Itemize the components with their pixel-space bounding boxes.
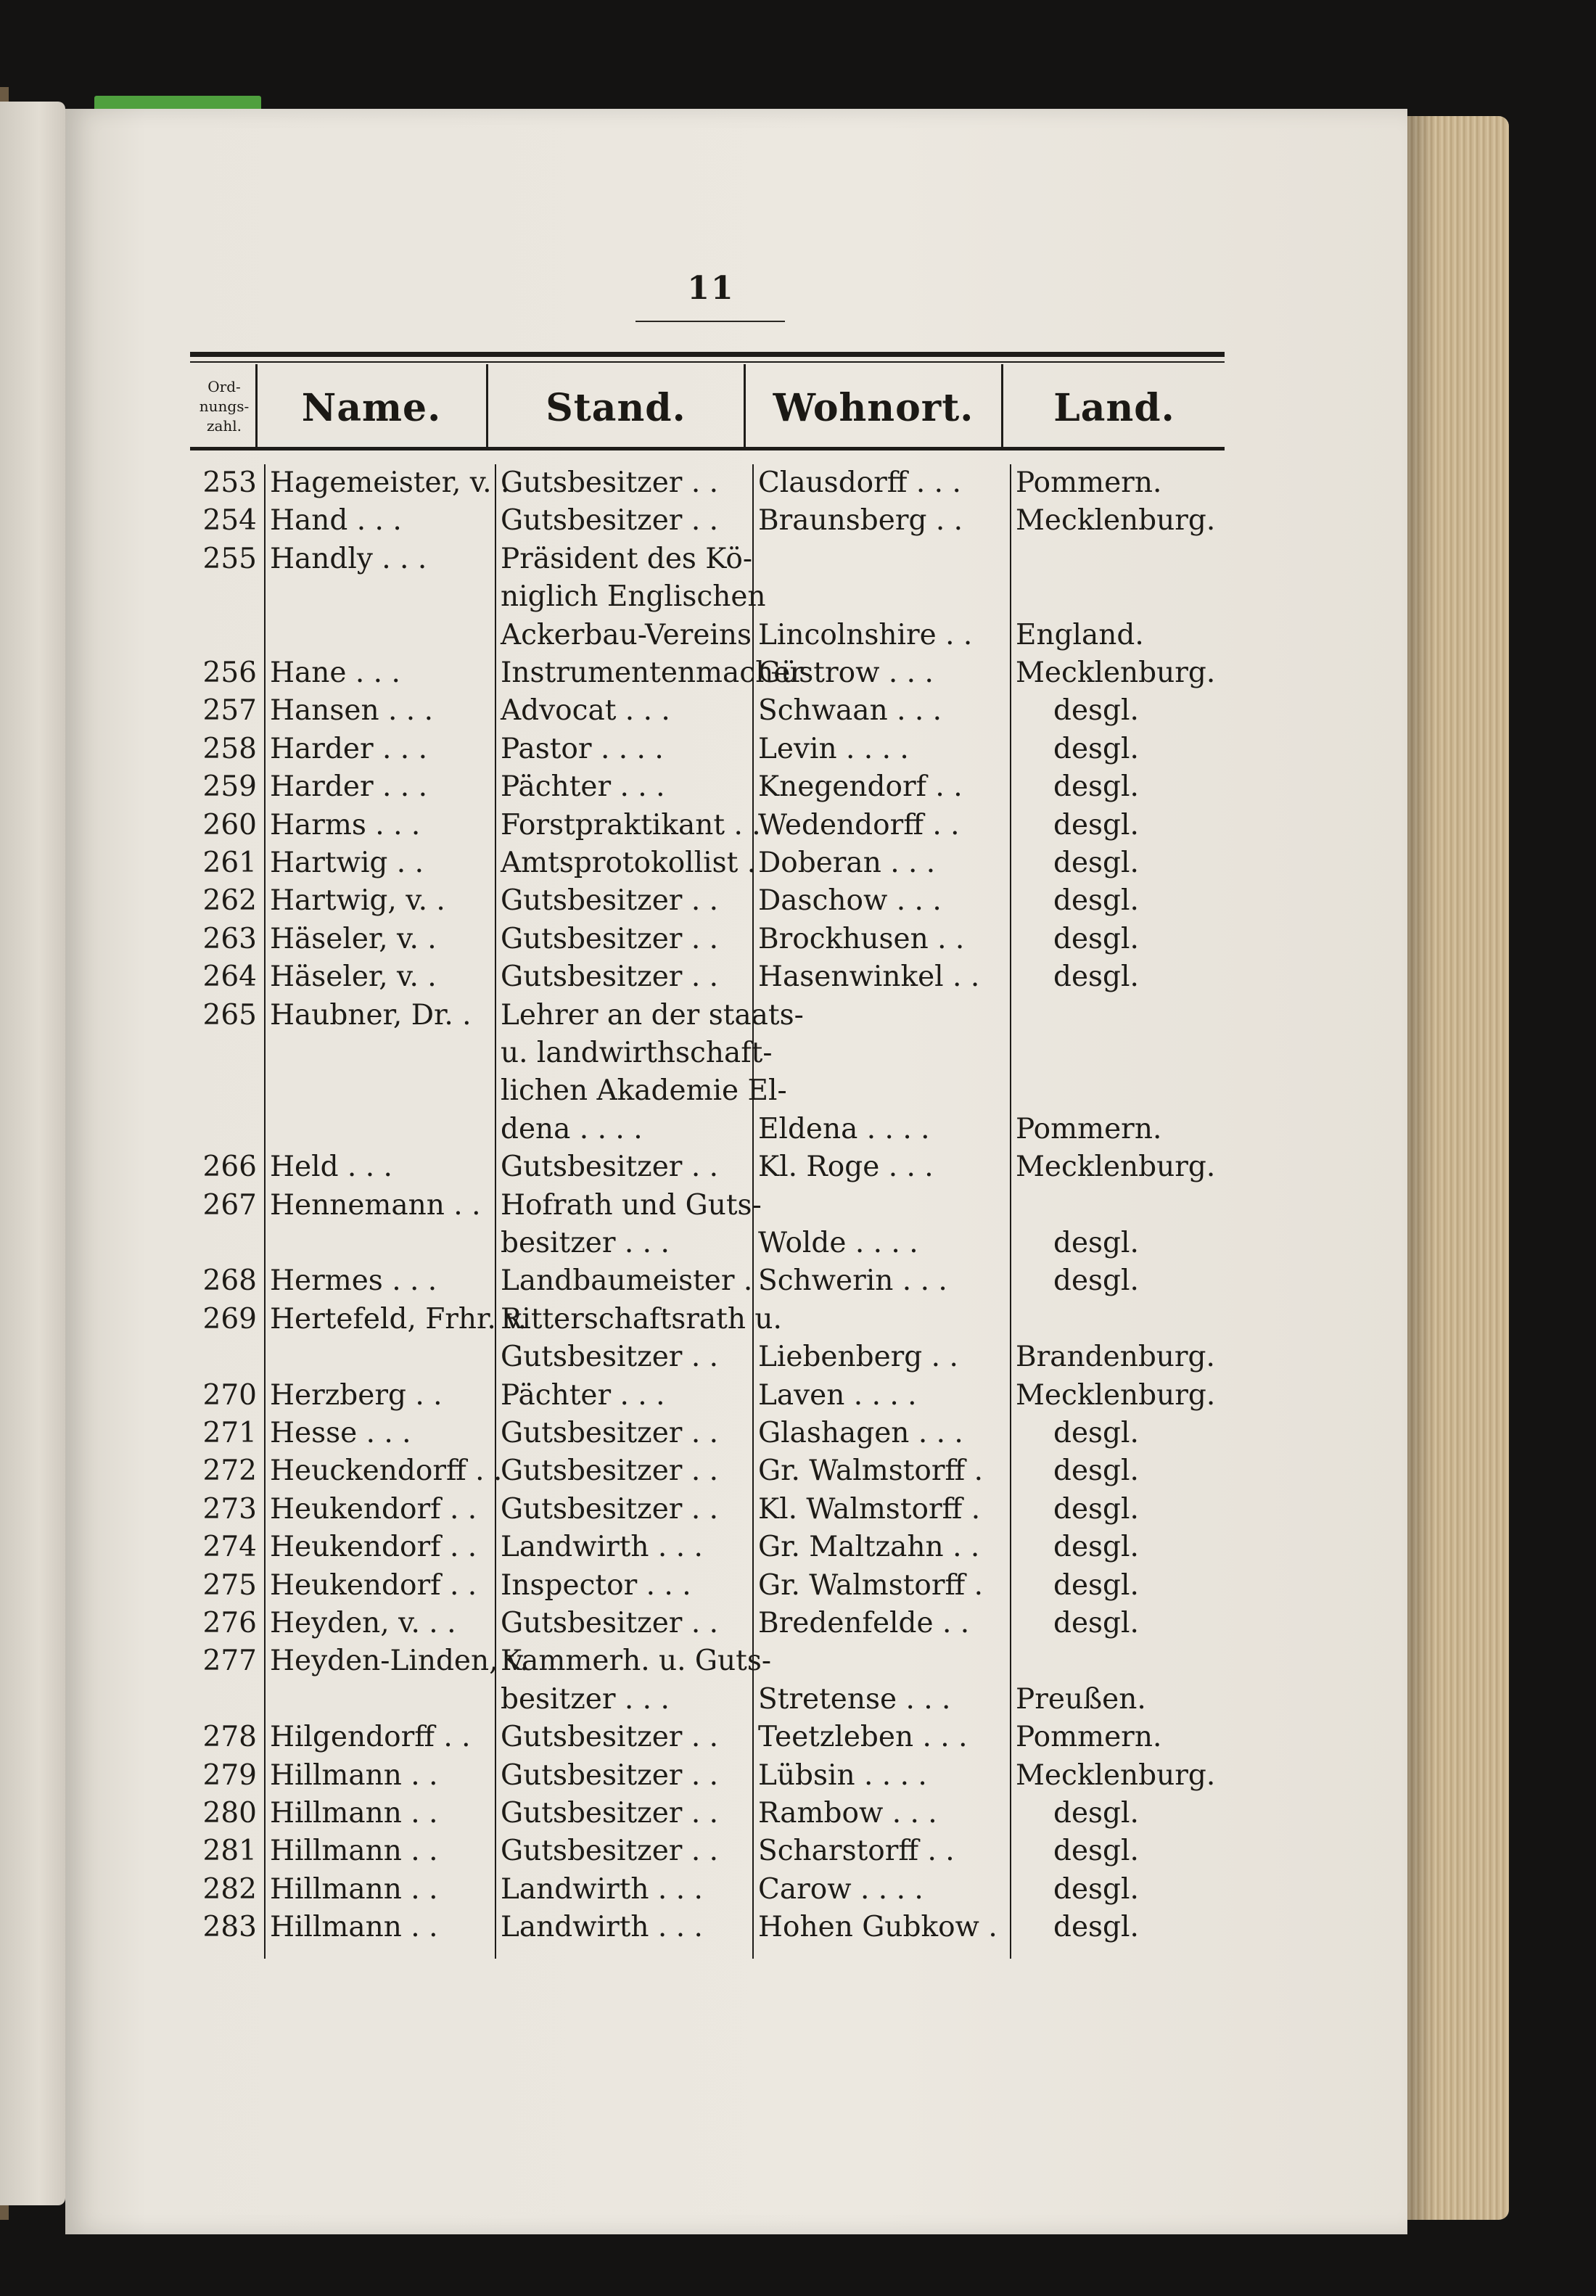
- row-name: Hillmann . .: [270, 1758, 438, 1792]
- table-row: [0, 1377, 1342, 1415]
- table-row: [0, 502, 1342, 540]
- row-stand: Amtsprotokollist .: [501, 847, 757, 879]
- row-stand: besitzer . . .: [501, 1227, 670, 1259]
- row-number: 253: [202, 466, 257, 499]
- row-wohnort: [758, 997, 1006, 1034]
- table-top-rule-thin: [190, 361, 1225, 363]
- row-land: Pommern.: [1016, 1721, 1162, 1754]
- row-number: [190, 578, 257, 616]
- table-row: [0, 997, 1342, 1034]
- row-land: Mecklenburg.: [1016, 1378, 1216, 1412]
- row-number: 258: [202, 732, 257, 765]
- row-name: Hilgendorff . .: [270, 1721, 471, 1754]
- row-name: [270, 1225, 491, 1262]
- row-number: 271: [202, 1417, 257, 1449]
- row-stand: Forstpraktikant . .: [501, 808, 761, 842]
- table-row: [0, 1111, 1342, 1148]
- table-row: [0, 1567, 1342, 1605]
- row-wohnort: [758, 1642, 1006, 1680]
- table-row: [0, 1187, 1342, 1225]
- row-wohnort: Güstrow . . .: [758, 657, 934, 689]
- table-row: [0, 1225, 1342, 1262]
- row-land: desgl.: [1053, 1417, 1139, 1449]
- row-land: [1016, 1034, 1226, 1072]
- row-number: 255: [202, 542, 257, 575]
- row-land: [1016, 1301, 1226, 1338]
- row-land: desgl.: [1053, 1797, 1139, 1830]
- row-number: 264: [202, 960, 257, 994]
- table-row: [0, 844, 1342, 882]
- row-stand: Gutsbesitzer . .: [501, 1151, 719, 1184]
- row-name: [270, 1111, 491, 1148]
- row-name: Handly . . .: [270, 542, 427, 575]
- row-name: [270, 1681, 491, 1719]
- row-number: [190, 1034, 257, 1072]
- row-stand: Gutsbesitzer . .: [501, 1797, 719, 1830]
- row-name: [270, 1072, 491, 1110]
- row-wohnort: Schwaan . . .: [758, 694, 942, 728]
- row-wohnort: Wolde . . . .: [758, 1227, 918, 1259]
- row-number: 263: [202, 922, 257, 955]
- table-row: [0, 1832, 1342, 1870]
- table-row: [0, 1452, 1342, 1490]
- table-row: [0, 1491, 1342, 1528]
- table-row: [0, 1301, 1342, 1338]
- row-name: Harder . . .: [270, 770, 427, 804]
- row-number: 256: [202, 657, 257, 689]
- row-number: [190, 1111, 257, 1148]
- row-land: desgl.: [1053, 1835, 1139, 1868]
- row-number: 270: [202, 1378, 257, 1412]
- page-number: 11: [687, 270, 735, 307]
- row-name: Heukendorf . .: [270, 1531, 477, 1564]
- row-land: desgl.: [1053, 694, 1139, 728]
- row-land: [1016, 997, 1226, 1034]
- row-land: desgl.: [1053, 1911, 1139, 1944]
- row-land: desgl.: [1053, 1454, 1139, 1488]
- row-land: desgl.: [1053, 847, 1139, 879]
- table-row: [0, 1528, 1342, 1566]
- header-divider: [255, 364, 258, 447]
- row-wohnort: Bredenfelde . .: [758, 1607, 970, 1639]
- row-stand: Pastor . . . .: [501, 732, 664, 765]
- row-name: [270, 617, 491, 654]
- row-number: [190, 1225, 257, 1262]
- header-land: Land.: [1053, 385, 1175, 430]
- table-row: [0, 1148, 1342, 1186]
- table-row: [0, 692, 1342, 730]
- row-land: desgl.: [1053, 1531, 1139, 1564]
- row-wohnort: [758, 1072, 1006, 1110]
- table-row: [0, 882, 1342, 920]
- row-stand: Gutsbesitzer . .: [501, 1607, 719, 1639]
- row-name: Harder . . .: [270, 732, 427, 765]
- row-land: desgl.: [1053, 1872, 1139, 1906]
- row-name: Harms . . .: [270, 808, 421, 842]
- header-stand: Stand.: [546, 385, 686, 430]
- row-stand: Gutsbesitzer . .: [501, 1835, 719, 1868]
- row-number: 261: [202, 847, 257, 879]
- row-stand: Gutsbesitzer . .: [501, 922, 719, 955]
- header-wohnort: Wohnort.: [773, 385, 974, 430]
- table-row: [0, 768, 1342, 806]
- row-name: Hand . . .: [270, 504, 402, 538]
- header-ordnungszahl-line: zahl.: [206, 417, 242, 435]
- row-land: [1016, 1187, 1226, 1225]
- row-name: Hillmann . .: [270, 1911, 438, 1944]
- row-wohnort: Teetzleben . . .: [758, 1721, 968, 1754]
- row-name: Held . . .: [270, 1151, 392, 1184]
- row-land: desgl.: [1053, 884, 1139, 918]
- row-stand: Lehrer an der staats-: [501, 998, 804, 1032]
- row-number: [190, 1072, 257, 1110]
- row-number: 283: [202, 1911, 257, 1944]
- row-stand: Ackerbau-Vereins: [501, 618, 752, 651]
- row-land: Mecklenburg.: [1016, 1758, 1216, 1792]
- row-wohnort: Eldena . . . .: [758, 1112, 930, 1145]
- row-number: 277: [202, 1645, 257, 1678]
- row-wohnort: Hasenwinkel . .: [758, 960, 980, 994]
- row-land: desgl.: [1053, 1568, 1139, 1602]
- row-stand: Landbaumeister .: [501, 1264, 753, 1298]
- table-row: [0, 921, 1342, 958]
- row-number: 268: [202, 1264, 257, 1298]
- row-wohnort: Daschow . . .: [758, 884, 942, 918]
- row-number: 273: [202, 1492, 257, 1526]
- row-number: [190, 617, 257, 654]
- page-number-rule: [635, 321, 785, 322]
- row-wohnort: Brockhusen . .: [758, 922, 965, 955]
- table-row: [0, 1795, 1342, 1832]
- row-stand: Gutsbesitzer . .: [501, 1758, 719, 1792]
- row-stand: Gutsbesitzer . .: [501, 1417, 719, 1449]
- row-wohnort: Gr. Walmstorff .: [758, 1454, 984, 1488]
- row-number: 259: [202, 770, 257, 804]
- table-row: [0, 540, 1342, 578]
- table-row: [0, 807, 1342, 844]
- row-wohnort: [758, 1301, 1006, 1338]
- table-row: [0, 958, 1342, 996]
- row-stand: u. landwirthschaft-: [501, 1037, 773, 1069]
- row-name: Heyden-Linden, v.: [270, 1645, 529, 1678]
- row-name: Heukendorf . .: [270, 1492, 477, 1526]
- row-wohnort: Lübsin . . . .: [758, 1758, 927, 1792]
- row-stand: Hofrath und Guts-: [501, 1188, 762, 1222]
- row-wohnort: [758, 540, 1006, 578]
- row-wohnort: Kl. Roge . . .: [758, 1151, 934, 1184]
- row-stand: Gutsbesitzer . .: [501, 466, 719, 499]
- row-wohnort: [758, 1034, 1006, 1072]
- row-stand: Gutsbesitzer . .: [501, 1721, 719, 1754]
- row-number: 282: [202, 1872, 257, 1906]
- table-row: [0, 1338, 1342, 1376]
- row-number: [190, 1681, 257, 1719]
- row-number: 280: [202, 1797, 257, 1830]
- row-wohnort: [758, 578, 1006, 616]
- table-row: [0, 1034, 1342, 1072]
- row-land: Pommern.: [1016, 466, 1162, 499]
- row-land: desgl.: [1053, 732, 1139, 765]
- row-land: desgl.: [1053, 1492, 1139, 1526]
- row-land: desgl.: [1053, 808, 1139, 842]
- table-row: [0, 1871, 1342, 1909]
- row-land: [1016, 540, 1226, 578]
- header-divider: [486, 364, 488, 447]
- header-divider: [1001, 364, 1003, 447]
- row-number: 267: [202, 1188, 257, 1222]
- row-name: Hartwig, v. .: [270, 884, 445, 918]
- row-number: 265: [202, 998, 257, 1032]
- row-stand: lichen Akademie El-: [501, 1074, 787, 1108]
- row-stand: Gutsbesitzer . .: [501, 1341, 719, 1374]
- row-land: desgl.: [1053, 960, 1139, 994]
- table-row: [0, 1719, 1342, 1756]
- row-number: 276: [202, 1607, 257, 1639]
- row-land: [1016, 578, 1226, 616]
- row-wohnort: Liebenberg . .: [758, 1341, 958, 1374]
- row-name: [270, 1034, 491, 1072]
- row-land: desgl.: [1053, 1227, 1139, 1259]
- row-name: [270, 1338, 491, 1376]
- row-name: Hertefeld, Frhr. v.: [270, 1302, 527, 1336]
- row-stand: Gutsbesitzer . .: [501, 1492, 719, 1526]
- table-row: [0, 654, 1342, 692]
- row-stand: Präsident des Kö-: [501, 542, 753, 575]
- table-row: [0, 1605, 1342, 1642]
- row-wohnort: Clausdorff . . .: [758, 466, 961, 499]
- row-number: 272: [202, 1454, 257, 1488]
- row-stand: Kammerh. u. Guts-: [501, 1645, 772, 1678]
- row-land: desgl.: [1053, 770, 1139, 804]
- row-land: England.: [1016, 618, 1144, 651]
- row-number: 275: [202, 1568, 257, 1602]
- header-bottom-rule: [190, 447, 1225, 450]
- table-row: [0, 1909, 1342, 1946]
- row-wohnort: Gr. Walmstorff .: [758, 1568, 984, 1602]
- row-stand: niglich Englischen: [501, 580, 766, 614]
- header-name: Name.: [301, 385, 442, 430]
- header-ordnungszahl-line: nungs-: [199, 398, 250, 415]
- row-name: Heukendorf . .: [270, 1568, 477, 1602]
- row-number: 254: [202, 504, 257, 538]
- row-stand: Gutsbesitzer . .: [501, 884, 719, 918]
- table-top-rule-thick: [190, 352, 1225, 357]
- row-stand: Ritterschaftsrath u.: [501, 1302, 782, 1336]
- table-row: [0, 1072, 1342, 1110]
- row-wohnort: Rambow . . .: [758, 1797, 937, 1830]
- row-wohnort: Levin . . . .: [758, 732, 909, 765]
- row-name: Hansen . . .: [270, 694, 433, 728]
- row-wohnort: Wedendorff . .: [758, 808, 960, 842]
- row-number: 257: [202, 694, 257, 728]
- row-wohnort: Braunsberg . .: [758, 504, 963, 538]
- row-stand: Advocat . . .: [501, 694, 670, 728]
- row-number: 274: [202, 1531, 257, 1564]
- row-number: 278: [202, 1721, 257, 1754]
- table-row: [0, 731, 1342, 768]
- row-land: [1016, 1072, 1226, 1110]
- row-stand: Pächter . . .: [501, 1378, 665, 1412]
- table-row: [0, 1681, 1342, 1719]
- table-row: [0, 1757, 1342, 1795]
- row-wohnort: Stretense . . .: [758, 1682, 951, 1716]
- table-row: [0, 578, 1342, 616]
- row-stand: Inspector . . .: [501, 1568, 691, 1602]
- row-name: Heuckendorff . .: [270, 1454, 503, 1488]
- row-land: Mecklenburg.: [1016, 504, 1216, 538]
- row-name: Heyden, v. . .: [270, 1607, 456, 1639]
- table-row: [0, 1262, 1342, 1300]
- row-number: [190, 1338, 257, 1376]
- row-stand: besitzer . . .: [501, 1682, 670, 1716]
- header-ordnungszahl-line: Ord-: [207, 378, 241, 395]
- row-number: 262: [202, 884, 257, 918]
- row-wohnort: Kl. Walmstorff .: [758, 1492, 981, 1526]
- row-name: Hillmann . .: [270, 1872, 438, 1906]
- table-row: [0, 464, 1342, 502]
- header-divider: [744, 364, 746, 447]
- row-name: [270, 578, 491, 616]
- row-number: 269: [202, 1302, 257, 1336]
- table-row: [0, 1415, 1342, 1452]
- row-name: Hillmann . .: [270, 1797, 438, 1830]
- row-wohnort: Laven . . . .: [758, 1378, 917, 1412]
- row-land: Mecklenburg.: [1016, 1151, 1216, 1184]
- row-wohnort: Gr. Maltzahn . .: [758, 1531, 980, 1564]
- row-land: desgl.: [1053, 1264, 1139, 1298]
- row-name: Hennemann . .: [270, 1188, 481, 1222]
- row-wohnort: Schwerin . . .: [758, 1264, 947, 1298]
- row-wohnort: Carow . . . .: [758, 1872, 924, 1906]
- header-ordnungszahl: [194, 377, 254, 436]
- row-stand: Landwirth . . .: [501, 1872, 703, 1906]
- row-stand: Landwirth . . .: [501, 1911, 703, 1944]
- page-fore-edge-shadow: [1407, 116, 1436, 2220]
- row-stand: Gutsbesitzer . .: [501, 1454, 719, 1488]
- row-land: desgl.: [1053, 1607, 1139, 1639]
- row-name: Häseler, v. .: [270, 960, 437, 994]
- table-row: [0, 617, 1342, 654]
- row-stand: dena . . . .: [501, 1112, 643, 1145]
- row-land: Preußen.: [1016, 1682, 1146, 1716]
- row-land: [1016, 1642, 1226, 1680]
- row-land: Mecklenburg.: [1016, 657, 1216, 689]
- row-number: 279: [202, 1758, 257, 1792]
- row-stand: Landwirth . . .: [501, 1531, 703, 1564]
- row-wohnort: Doberan . . .: [758, 847, 936, 879]
- row-number: 266: [202, 1151, 257, 1184]
- row-wohnort: Lincolnshire . .: [758, 618, 973, 651]
- row-name: Hillmann . .: [270, 1835, 438, 1868]
- row-stand: Gutsbesitzer . .: [501, 960, 719, 994]
- row-name: Herzberg . .: [270, 1378, 443, 1412]
- table-row: [0, 1642, 1342, 1680]
- row-wohnort: Scharstorff . .: [758, 1835, 955, 1868]
- row-stand: Pächter . . .: [501, 770, 665, 804]
- row-number: 281: [202, 1835, 257, 1868]
- row-name: Hermes . . .: [270, 1264, 437, 1298]
- row-stand: Gutsbesitzer . .: [501, 504, 719, 538]
- row-name: Hartwig . .: [270, 847, 424, 879]
- row-number: 260: [202, 808, 257, 842]
- row-land: Pommern.: [1016, 1112, 1162, 1145]
- row-wohnort: [758, 1187, 1006, 1225]
- row-wohnort: Glashagen . . .: [758, 1417, 963, 1449]
- row-land: desgl.: [1053, 922, 1139, 955]
- row-name: Häseler, v. .: [270, 922, 437, 955]
- row-name: Hagemeister, v. .: [270, 466, 510, 499]
- row-wohnort: Knegendorf . .: [758, 770, 963, 804]
- row-wohnort: Hohen Gubkow .: [758, 1911, 998, 1944]
- row-land: Brandenburg.: [1016, 1341, 1215, 1374]
- row-name: Haubner, Dr. .: [270, 998, 472, 1032]
- row-name: Hane . . .: [270, 657, 400, 689]
- row-stand: Instrumentenmacher: [501, 657, 804, 689]
- row-name: Hesse . . .: [270, 1417, 411, 1449]
